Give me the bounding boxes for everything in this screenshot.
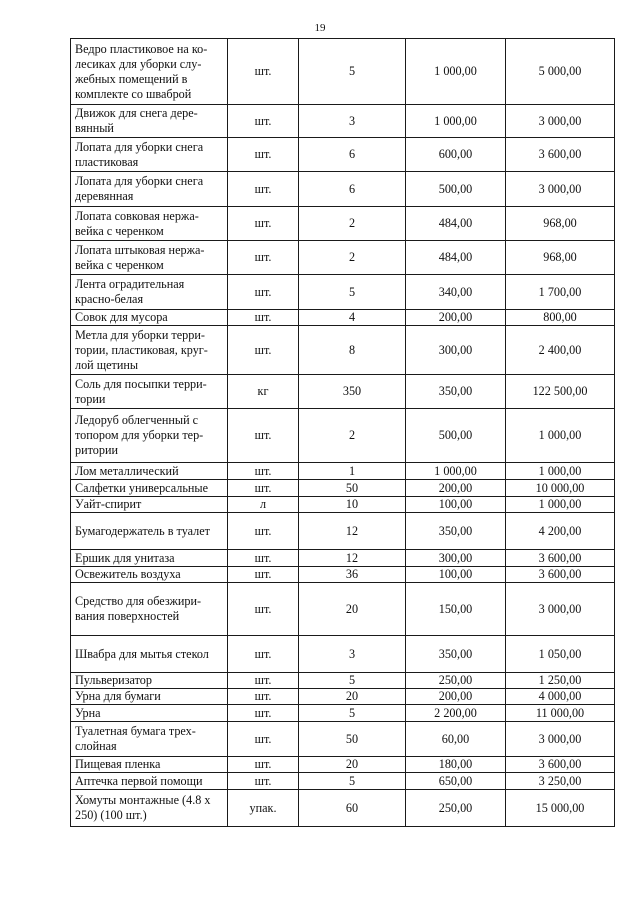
table-row (71, 310, 615, 326)
cell-total: 1 050,00 (506, 636, 615, 673)
cell-qty: 5 (299, 275, 406, 310)
cell-price: 484,00 (406, 241, 506, 275)
cell-price: 500,00 (406, 172, 506, 207)
cell-total: 3 600,00 (506, 757, 615, 773)
cell-total: 1 250,00 (506, 673, 615, 689)
cell-unit: шт. (228, 722, 299, 757)
supplies-table (70, 38, 615, 827)
cell-unit: шт. (228, 463, 299, 480)
cell-price: 200,00 (406, 689, 506, 705)
table-row (71, 207, 615, 241)
cell-total: 3 250,00 (506, 773, 615, 790)
cell-name: Урна (71, 705, 228, 722)
table-row (71, 513, 615, 550)
cell-qty: 10 (299, 497, 406, 513)
cell-qty: 3 (299, 636, 406, 673)
cell-qty: 2 (299, 241, 406, 275)
cell-total: 800,00 (506, 310, 615, 326)
cell-total: 3 000,00 (506, 583, 615, 636)
cell-qty: 20 (299, 689, 406, 705)
cell-name: Ведро пластиковое на ко- лесиках для уборки слу- жебных помещений в комплекте со шваброй (71, 39, 228, 105)
cell-price: 100,00 (406, 567, 506, 583)
table-row (71, 105, 615, 138)
cell-total: 3 600,00 (506, 567, 615, 583)
table-row (71, 567, 615, 583)
table-row (71, 138, 615, 172)
cell-unit: шт. (228, 673, 299, 689)
cell-total: 3 600,00 (506, 550, 615, 567)
cell-name: Ершик для унитаза (71, 550, 228, 567)
table-row (71, 326, 615, 375)
cell-total: 4 200,00 (506, 513, 615, 550)
cell-name: Движок для снега дере- вянный (71, 105, 228, 138)
cell-name: Соль для посыпки терри- тории (71, 375, 228, 409)
cell-total: 4 000,00 (506, 689, 615, 705)
table-row (71, 689, 615, 705)
cell-name: Пульверизатор (71, 673, 228, 689)
cell-unit: шт. (228, 480, 299, 497)
cell-total: 5 000,00 (506, 39, 615, 105)
table-row (71, 172, 615, 207)
table-row (71, 497, 615, 513)
cell-qty: 12 (299, 550, 406, 567)
cell-total: 3 000,00 (506, 722, 615, 757)
page-number: 19 (314, 22, 326, 34)
cell-total: 3 600,00 (506, 138, 615, 172)
cell-unit: шт. (228, 241, 299, 275)
cell-price: 200,00 (406, 310, 506, 326)
cell-unit: шт. (228, 105, 299, 138)
cell-unit: кг (228, 375, 299, 409)
cell-price: 1 000,00 (406, 105, 506, 138)
cell-price: 1 000,00 (406, 39, 506, 105)
table-row (71, 480, 615, 497)
table-row (71, 583, 615, 636)
table-row (71, 705, 615, 722)
cell-unit: шт. (228, 636, 299, 673)
table-row (71, 275, 615, 310)
cell-unit: шт. (228, 567, 299, 583)
cell-unit: упак. (228, 790, 299, 827)
cell-name: Ледоруб облегченный с топором для уборки тер- ритории (71, 409, 228, 463)
table-row (71, 550, 615, 567)
cell-qty: 2 (299, 409, 406, 463)
cell-qty: 6 (299, 138, 406, 172)
cell-price: 100,00 (406, 497, 506, 513)
cell-price: 350,00 (406, 636, 506, 673)
cell-total: 1 700,00 (506, 275, 615, 310)
cell-name: Лопата для уборки снега деревянная (71, 172, 228, 207)
cell-price: 200,00 (406, 480, 506, 497)
cell-name: Пищевая пленка (71, 757, 228, 773)
cell-price: 350,00 (406, 375, 506, 409)
cell-total: 15 000,00 (506, 790, 615, 827)
table-row (71, 39, 615, 105)
cell-unit: шт. (228, 583, 299, 636)
cell-qty: 50 (299, 722, 406, 757)
cell-unit: шт. (228, 310, 299, 326)
table-row (71, 241, 615, 275)
cell-price: 484,00 (406, 207, 506, 241)
table-row (71, 773, 615, 790)
cell-unit: шт. (228, 39, 299, 105)
cell-unit: шт. (228, 409, 299, 463)
cell-name: Совок для мусора (71, 310, 228, 326)
cell-unit: шт. (228, 689, 299, 705)
cell-unit: шт. (228, 550, 299, 567)
cell-unit: шт. (228, 705, 299, 722)
cell-qty: 5 (299, 773, 406, 790)
cell-name: Метла для уборки терри- тории, пластиковая, круг- лой щетины (71, 326, 228, 375)
cell-name: Туалетная бумага трех- слойная (71, 722, 228, 757)
cell-unit: шт. (228, 207, 299, 241)
cell-price: 650,00 (406, 773, 506, 790)
table-row (71, 673, 615, 689)
cell-name: Хомуты монтажные (4.8 х 250) (100 шт.) (71, 790, 228, 827)
cell-qty: 5 (299, 673, 406, 689)
cell-price: 60,00 (406, 722, 506, 757)
cell-name: Аптечка первой помощи (71, 773, 228, 790)
cell-name: Лопата для уборки снега пластиковая (71, 138, 228, 172)
cell-name: Швабра для мытья стекол (71, 636, 228, 673)
cell-price: 250,00 (406, 673, 506, 689)
cell-name: Уайт-спирит (71, 497, 228, 513)
cell-unit: шт. (228, 326, 299, 375)
table-row (71, 757, 615, 773)
table-row (71, 636, 615, 673)
supplies-table-body (71, 39, 615, 827)
cell-name: Освежитель воздуха (71, 567, 228, 583)
cell-price: 150,00 (406, 583, 506, 636)
cell-qty: 2 (299, 207, 406, 241)
cell-total: 1 000,00 (506, 463, 615, 480)
table-row (71, 463, 615, 480)
cell-total: 3 000,00 (506, 172, 615, 207)
cell-name: Лопата совковая нержа- вейка с черенком (71, 207, 228, 241)
cell-name: Урна для бумаги (71, 689, 228, 705)
cell-qty: 5 (299, 705, 406, 722)
cell-name: Салфетки универсальные (71, 480, 228, 497)
cell-qty: 50 (299, 480, 406, 497)
cell-total: 968,00 (506, 241, 615, 275)
cell-price: 250,00 (406, 790, 506, 827)
cell-total: 1 000,00 (506, 497, 615, 513)
cell-qty: 3 (299, 105, 406, 138)
cell-qty: 350 (299, 375, 406, 409)
cell-unit: шт. (228, 138, 299, 172)
cell-price: 1 000,00 (406, 463, 506, 480)
cell-name: Средство для обезжири- вания поверхностей (71, 583, 228, 636)
cell-total: 1 000,00 (506, 409, 615, 463)
cell-name: Лопата штыковая нержа- вейка с черенком (71, 241, 228, 275)
cell-qty: 4 (299, 310, 406, 326)
cell-qty: 8 (299, 326, 406, 375)
cell-total: 2 400,00 (506, 326, 615, 375)
cell-unit: шт. (228, 773, 299, 790)
cell-qty: 6 (299, 172, 406, 207)
cell-qty: 20 (299, 583, 406, 636)
cell-total: 122 500,00 (506, 375, 615, 409)
cell-qty: 36 (299, 567, 406, 583)
cell-price: 340,00 (406, 275, 506, 310)
cell-price: 300,00 (406, 550, 506, 567)
cell-price: 500,00 (406, 409, 506, 463)
cell-total: 10 000,00 (506, 480, 615, 497)
table-row (71, 375, 615, 409)
cell-qty: 5 (299, 39, 406, 105)
cell-price: 180,00 (406, 757, 506, 773)
cell-unit: шт. (228, 513, 299, 550)
cell-qty: 60 (299, 790, 406, 827)
cell-total: 11 000,00 (506, 705, 615, 722)
cell-unit: шт. (228, 172, 299, 207)
cell-price: 300,00 (406, 326, 506, 375)
cell-unit: л (228, 497, 299, 513)
table-row (71, 722, 615, 757)
cell-total: 3 000,00 (506, 105, 615, 138)
cell-qty: 20 (299, 757, 406, 773)
cell-name: Лом металлический (71, 463, 228, 480)
cell-unit: шт. (228, 757, 299, 773)
cell-unit: шт. (228, 275, 299, 310)
cell-total: 968,00 (506, 207, 615, 241)
table-row (71, 409, 615, 463)
cell-price: 600,00 (406, 138, 506, 172)
cell-qty: 12 (299, 513, 406, 550)
cell-name: Лента оградительная красно-белая (71, 275, 228, 310)
cell-price: 350,00 (406, 513, 506, 550)
cell-name: Бумагодержатель в туалет (71, 513, 228, 550)
table-row (71, 790, 615, 827)
cell-price: 2 200,00 (406, 705, 506, 722)
cell-qty: 1 (299, 463, 406, 480)
